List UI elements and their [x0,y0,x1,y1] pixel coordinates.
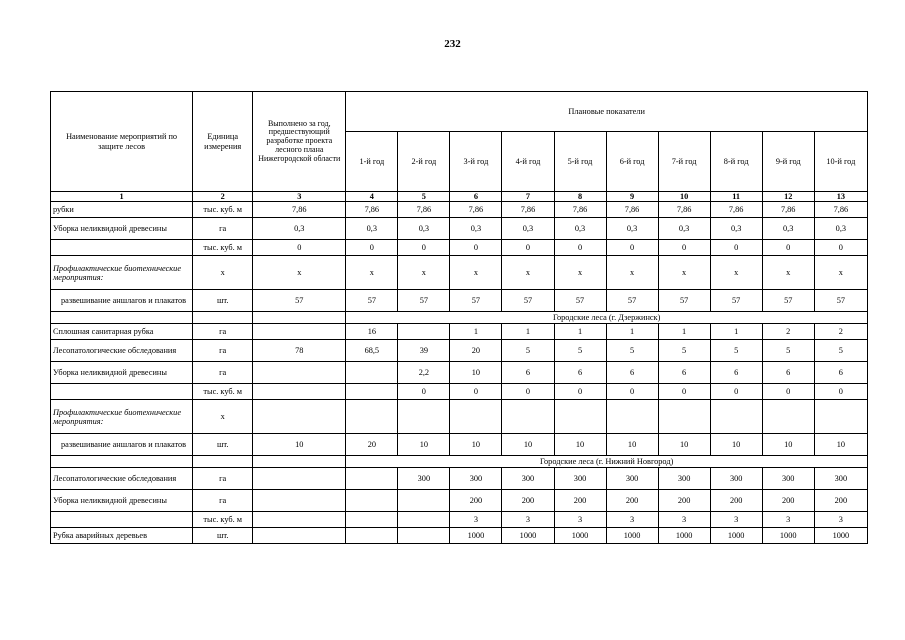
row-value: 1 [606,324,658,340]
row-prev [253,362,346,384]
row-value: 68,5 [346,340,398,362]
row-value [710,400,762,434]
row-value: х [450,256,502,290]
row-value [346,490,398,512]
row-value: 300 [554,468,606,490]
row-prev [253,384,346,400]
row-value: 1000 [606,528,658,544]
section-title: Городские леса (г. Нижний Новгород) [346,456,868,468]
row-value: 0 [814,240,867,256]
column-number: 8 [554,192,606,202]
row-value [814,400,867,434]
row-value: 200 [710,490,762,512]
row-name: Профилактические биотехнические мероприятия: [51,400,193,434]
row-value: 5 [814,340,867,362]
row-prev [253,400,346,434]
row-value [606,400,658,434]
column-number: 13 [814,192,867,202]
row-value: 7,86 [814,202,867,218]
row-value: 0 [658,384,710,400]
row-value: 57 [710,290,762,312]
row-unit: тыс. куб. м [193,512,253,528]
row-prev [253,468,346,490]
table-row [51,340,868,362]
row-value: 0 [346,240,398,256]
row-value [346,400,398,434]
row-value: 1000 [710,528,762,544]
row-value: 1 [554,324,606,340]
row-value: 57 [398,290,450,312]
row-value: 1000 [502,528,554,544]
column-number: 11 [710,192,762,202]
row-value: 0 [450,384,502,400]
row-value: 7,86 [710,202,762,218]
row-value: х [762,256,814,290]
row-unit: х [193,256,253,290]
row-value: 200 [554,490,606,512]
row-prev [253,324,346,340]
row-value: 57 [658,290,710,312]
row-value: 200 [762,490,814,512]
section-spacer [51,312,193,324]
row-value: х [554,256,606,290]
row-value: 1 [450,324,502,340]
row-value: 20 [346,434,398,456]
row-value: 0 [606,384,658,400]
row-prev: 57 [253,290,346,312]
row-name: Лесопатологические обследования [51,468,193,490]
row-value [398,400,450,434]
section-row [51,312,868,324]
row-value: 300 [762,468,814,490]
table-row [51,256,868,290]
row-value: 6 [502,362,554,384]
row-prev [253,528,346,544]
row-value: 0,3 [658,218,710,240]
row-value: 20 [450,340,502,362]
row-value: 3 [762,512,814,528]
row-value: 3 [658,512,710,528]
row-value: 300 [658,468,710,490]
row-unit: га [193,340,253,362]
table-row [51,218,868,240]
row-value: 10 [762,434,814,456]
row-value: 1 [502,324,554,340]
row-prev [253,490,346,512]
row-value: 6 [814,362,867,384]
row-value: 10 [710,434,762,456]
table-row [51,362,868,384]
row-value: 7,86 [762,202,814,218]
row-value: 10 [606,434,658,456]
year-header: 2-й год [398,132,450,192]
table-body [51,202,868,544]
row-value: 0 [762,240,814,256]
row-value: 57 [554,290,606,312]
column-number: 10 [658,192,710,202]
row-unit: тыс. куб. м [193,240,253,256]
row-value: 1000 [762,528,814,544]
table-row [51,468,868,490]
row-name: рубки [51,202,193,218]
header-prev-year: Выполнено за год, предшествующий разработке проекта лесного плана Нижегородской области [253,92,346,192]
row-value: 300 [814,468,867,490]
row-value: 6 [658,362,710,384]
row-value: 200 [814,490,867,512]
row-value: 57 [762,290,814,312]
row-name: Уборка неликвидной древесины [51,490,193,512]
row-value: 1000 [554,528,606,544]
row-name: Лесопатологические обследования [51,340,193,362]
row-value: 10 [658,434,710,456]
row-value: 57 [502,290,554,312]
row-value: 16 [346,324,398,340]
row-prev: х [253,256,346,290]
row-unit: тыс. куб. м [193,202,253,218]
table-row [51,400,868,434]
row-value: 5 [762,340,814,362]
row-value: х [658,256,710,290]
row-value: 0,3 [450,218,502,240]
row-value: х [606,256,658,290]
row-unit: шт. [193,290,253,312]
row-value: 6 [762,362,814,384]
row-value [502,400,554,434]
row-name: развешивание аншлагов и плакатов [51,434,193,456]
row-value: 0,3 [814,218,867,240]
row-value: 0 [502,240,554,256]
row-value: 7,86 [502,202,554,218]
row-value: 300 [606,468,658,490]
table-row [51,384,868,400]
year-header: 1-й год [346,132,398,192]
row-unit: х [193,400,253,434]
row-value: 1 [658,324,710,340]
row-value: 5 [658,340,710,362]
row-unit: тыс. куб. м [193,384,253,400]
row-prev [253,512,346,528]
header-plan: Плановые показатели [346,92,868,132]
row-value: 3 [450,512,502,528]
row-value: 0 [762,384,814,400]
row-value: 7,86 [398,202,450,218]
column-number: 4 [346,192,398,202]
row-value [346,468,398,490]
column-number-row [51,192,868,202]
table-row [51,434,868,456]
row-value: х [710,256,762,290]
column-number: 9 [606,192,658,202]
row-value: 2,2 [398,362,450,384]
row-value: 10 [814,434,867,456]
table-row [51,512,868,528]
row-name: Профилактические биотехнические мероприятия: [51,256,193,290]
row-value: 200 [502,490,554,512]
row-value: 300 [450,468,502,490]
row-value: 0,3 [606,218,658,240]
row-value: х [346,256,398,290]
row-value: х [814,256,867,290]
row-value: 6 [554,362,606,384]
row-name: Уборка неликвидной древесины [51,218,193,240]
row-value: 200 [606,490,658,512]
row-value: 7,86 [346,202,398,218]
row-name: Уборка неликвидной древесины [51,362,193,384]
table-row [51,528,868,544]
row-prev: 10 [253,434,346,456]
row-value: 57 [346,290,398,312]
row-value: 0,3 [502,218,554,240]
row-value: 0,3 [762,218,814,240]
row-value: 2 [814,324,867,340]
row-value: 7,86 [450,202,502,218]
row-unit: га [193,490,253,512]
row-value: 3 [710,512,762,528]
column-number: 7 [502,192,554,202]
year-header: 9-й год [762,132,814,192]
row-value: 7,86 [554,202,606,218]
row-value: 39 [398,340,450,362]
table-row [51,202,868,218]
header-unit: Единица измерения [193,92,253,192]
forest-protection-table [50,91,868,544]
row-value: 0 [606,240,658,256]
row-value: 3 [502,512,554,528]
year-header: 3-й год [450,132,502,192]
row-value [398,512,450,528]
table-row [51,240,868,256]
row-value [346,512,398,528]
row-value: х [398,256,450,290]
row-unit: га [193,324,253,340]
row-value: 200 [450,490,502,512]
row-value: 10 [554,434,606,456]
row-value: 300 [710,468,762,490]
row-value: 5 [554,340,606,362]
row-name [51,512,193,528]
row-name [51,240,193,256]
row-value: 7,86 [658,202,710,218]
row-value: 10 [450,362,502,384]
row-value: х [502,256,554,290]
section-spacer [193,456,253,468]
row-name: развешивание аншлагов и плакатов [51,290,193,312]
row-value: 3 [554,512,606,528]
row-unit: га [193,362,253,384]
row-value: 0 [710,240,762,256]
column-number: 5 [398,192,450,202]
row-value: 0 [814,384,867,400]
header-name: Наименование мероприятий по защите лесов [51,92,193,192]
row-value: 6 [710,362,762,384]
row-name: Сплошная санитарная рубка [51,324,193,340]
column-number: 6 [450,192,502,202]
page-number: 232 [444,38,461,50]
column-number: 3 [253,192,346,202]
row-value: 2 [762,324,814,340]
row-value: 1000 [658,528,710,544]
year-header: 5-й год [554,132,606,192]
year-header: 10-й год [814,132,867,192]
row-value: 7,86 [606,202,658,218]
row-value: 1 [710,324,762,340]
year-header: 6-й год [606,132,658,192]
row-value: 5 [606,340,658,362]
row-value: 0 [450,240,502,256]
row-value: 0 [554,240,606,256]
row-value: 0,3 [346,218,398,240]
row-value: 0 [710,384,762,400]
row-prev: 0,3 [253,218,346,240]
column-number: 12 [762,192,814,202]
row-value: 10 [398,434,450,456]
row-name [51,384,193,400]
row-value [554,400,606,434]
row-prev: 78 [253,340,346,362]
row-prev: 7,86 [253,202,346,218]
section-title: Городские леса (г. Дзержинск) [346,312,868,324]
year-header: 4-й год [502,132,554,192]
table-row [51,324,868,340]
row-value: 0,3 [554,218,606,240]
row-value: 57 [814,290,867,312]
row-value [658,400,710,434]
row-value: 300 [502,468,554,490]
row-value: 0 [398,240,450,256]
row-value: 57 [606,290,658,312]
row-value [762,400,814,434]
row-value: 300 [398,468,450,490]
row-value: 6 [606,362,658,384]
table-row [51,490,868,512]
row-value [398,324,450,340]
section-spacer [51,456,193,468]
row-prev: 0 [253,240,346,256]
row-unit: га [193,218,253,240]
row-value: 0,3 [710,218,762,240]
row-value: 57 [450,290,502,312]
row-unit: га [193,468,253,490]
row-value: 0 [398,384,450,400]
row-value: 0 [554,384,606,400]
section-spacer [253,312,346,324]
section-row [51,456,868,468]
row-unit: шт. [193,434,253,456]
column-number: 2 [193,192,253,202]
row-name: Рубка аварийных деревьев [51,528,193,544]
year-header: 7-й год [658,132,710,192]
row-value [398,490,450,512]
row-value: 0,3 [398,218,450,240]
year-header: 8-й год [710,132,762,192]
row-unit: шт. [193,528,253,544]
row-value: 0 [502,384,554,400]
row-value: 0 [658,240,710,256]
row-value: 200 [658,490,710,512]
table-row [51,290,868,312]
row-value [346,528,398,544]
row-value: 5 [502,340,554,362]
row-value: 10 [450,434,502,456]
row-value [346,362,398,384]
row-value: 3 [606,512,658,528]
row-value: 10 [502,434,554,456]
row-value: 3 [814,512,867,528]
row-value: 5 [710,340,762,362]
row-value: 1000 [814,528,867,544]
column-number: 1 [51,192,193,202]
section-spacer [253,456,346,468]
section-spacer [193,312,253,324]
row-value [398,528,450,544]
row-value: 1000 [450,528,502,544]
row-value [450,400,502,434]
row-value [346,384,398,400]
